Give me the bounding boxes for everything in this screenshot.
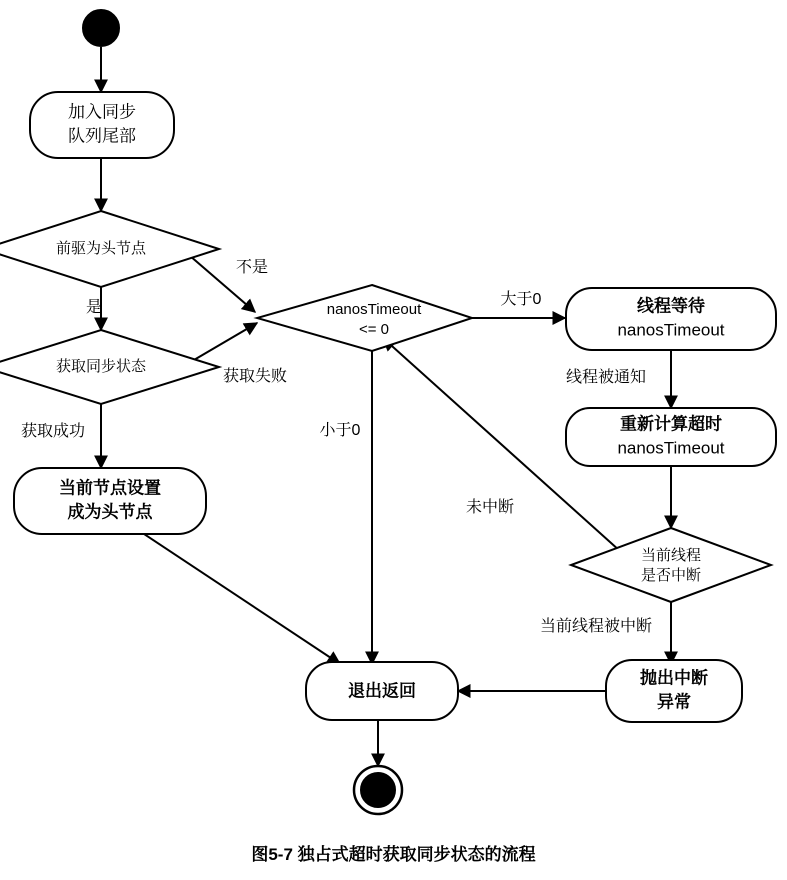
node-timeout-check-label-2: <= 0 — [358, 320, 390, 338]
node-exit-return-label: 退出返回 — [348, 681, 416, 701]
node-thread-wait-label-1: 线程等待 — [637, 296, 705, 316]
edge-label-not-head: 不是 — [235, 259, 269, 277]
edge-label-not-interrupted: 未中断 — [465, 499, 515, 517]
edge-label-is-head: 是 — [85, 299, 103, 317]
edge-sethead-to-exit — [120, 518, 340, 664]
node-timeout-check-label-1: nanosTimeout — [326, 300, 422, 318]
node-pred-is-head-label: 前驱为头节点 — [55, 239, 147, 257]
start-node — [83, 10, 119, 46]
node-enqueue-label-2: 队列尾部 — [68, 126, 136, 146]
figure-caption: 图5-7 独占式超时获取同步状态的流程 — [251, 845, 536, 864]
edge-label-thread-notified: 线程被通知 — [565, 369, 647, 387]
node-interrupted — [571, 528, 771, 602]
node-recompute-label-1: 重新计算超时 — [620, 414, 722, 434]
edge-label-acquire-success: 获取成功 — [20, 423, 86, 441]
node-thread-wait-label-2: nanosTimeout — [617, 320, 725, 340]
edge-label-greater-than-zero: 大于0 — [500, 291, 542, 309]
node-throw-exception-label-2: 异常 — [657, 692, 691, 712]
node-interrupted-label-2: 是否中断 — [640, 566, 702, 584]
node-recompute-label-2: nanosTimeout — [617, 438, 725, 458]
node-enqueue-label-1: 加入同步 — [68, 102, 136, 122]
node-try-acquire-label: 获取同步状态 — [55, 357, 147, 375]
edge-label-less-than-zero: 小于0 — [319, 422, 361, 440]
node-set-head-label-1: 当前节点设置 — [59, 478, 161, 498]
node-interrupted-label-1: 当前线程 — [640, 546, 702, 564]
edge-label-thread-interrupted: 当前线程被中断 — [539, 618, 653, 636]
node-timeout-check — [257, 285, 472, 351]
end-node — [361, 773, 395, 807]
edge-label-acquire-fail: 获取失败 — [222, 368, 288, 386]
node-throw-exception-label-1: 抛出中断 — [640, 668, 708, 688]
node-set-head-label-2: 成为头节点 — [67, 502, 153, 522]
